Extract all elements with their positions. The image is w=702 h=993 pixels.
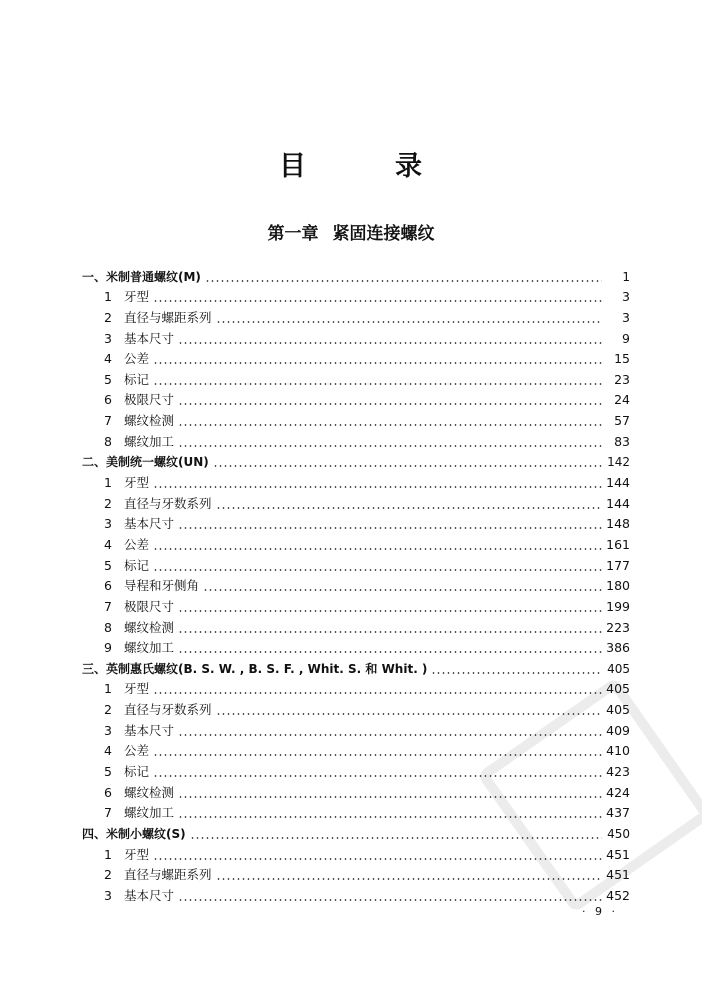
toc-leader-dots [178,631,602,633]
toc-item-row[interactable] [82,285,630,306]
toc-leader-dots [216,321,602,323]
toc-item-row[interactable] [82,553,630,574]
toc-section-row[interactable] [82,656,630,677]
toc-leader-dots [216,878,602,880]
toc-page-number: 144 [606,495,630,511]
toc-page-number: 148 [606,516,630,532]
toc-leader-dots [153,300,602,302]
toc-item-label: 极限尺寸 [124,598,175,614]
toc-leader-dots [178,796,602,798]
toc-leader-dots [178,899,602,901]
toc-item-label: 标记 [124,371,150,387]
toc-leader-dots [178,651,602,653]
toc-page-number: 405 [606,681,630,697]
toc-page-number: 451 [606,846,630,862]
toc-section-row[interactable] [82,821,630,842]
toc-item-number: 3 [104,887,112,903]
toc-section-label: 二、美制统一螺纹(UN) [82,455,209,470]
chapter-title [0,219,702,244]
toc-leader-dots [178,424,602,426]
toc-item-row[interactable] [82,615,630,636]
toc-item-number: 5 [104,764,112,780]
toc-page-number: 177 [606,557,630,573]
toc-item-number: 1 [104,681,112,697]
toc-leader-dots [153,858,602,860]
toc-leader-dots [205,280,602,282]
toc-page-number: 424 [606,784,630,800]
toc-item-label: 螺纹加工 [124,640,175,656]
toc-item-number: 3 [104,516,112,532]
toc-item-row[interactable] [82,574,630,595]
toc-item-row[interactable] [82,512,630,533]
toc-leader-dots [213,465,602,467]
toc-page-number: 223 [606,619,630,635]
toc-page-number: 1 [622,269,630,284]
toc-item-row[interactable] [82,677,630,698]
toc-item-label: 公差 [124,743,150,759]
toc-item-label: 螺纹加工 [124,805,175,821]
toc-item-row[interactable] [82,842,630,863]
toc-item-number: 2 [104,702,112,718]
toc-item-row[interactable] [82,759,630,780]
toc-page-number: 450 [607,826,630,841]
toc-item-row[interactable] [82,326,630,347]
toc-section-label: 三、英制惠氏螺纹(B. S. W. , B. S. F. , Whit. S. 和 Whit. ) [82,661,428,676]
toc-item-number: 6 [104,784,112,800]
toc-item-number: 6 [104,392,112,408]
toc-page-number: 405 [607,661,630,676]
toc-leader-dots [153,548,602,550]
toc-item-number: 3 [104,330,112,346]
toc-item-label: 公差 [124,536,150,552]
toc-page-number: 410 [606,743,630,759]
toc-leader-dots [216,507,602,509]
toc-page-number: 83 [614,433,630,449]
toc-item-row[interactable] [82,367,630,388]
toc-item-row[interactable] [82,408,630,429]
toc-leader-dots [153,569,602,571]
toc-item-label: 牙型 [124,681,150,697]
toc-item-number: 2 [104,867,112,883]
toc-item-label: 螺纹检测 [124,413,175,429]
toc-item-label: 基本尺寸 [124,330,175,346]
toc-item-row[interactable] [82,636,630,657]
toc-item-label: 螺纹检测 [124,619,175,635]
toc-leader-dots [178,610,602,612]
toc-item-row[interactable] [82,718,630,739]
chapter-number: 第一章 [267,224,319,244]
toc-item-label: 螺纹检测 [124,784,175,800]
toc-section-row[interactable] [82,264,630,285]
title-char-2: 录 [395,151,423,182]
toc-leader-dots [153,383,602,385]
toc-item-number: 8 [104,433,112,449]
toc-item-label: 牙型 [124,475,150,491]
toc-section-label: 一、米制普通螺纹(M) [82,269,201,284]
toc-item-label: 基本尺寸 [124,516,175,532]
toc-item-row[interactable] [82,305,630,326]
toc-page-number: 437 [606,805,630,821]
toc-item-number: 1 [104,475,112,491]
toc-section-row[interactable] [82,450,630,471]
toc-item-number: 2 [104,495,112,511]
toc-item-row[interactable] [82,470,630,491]
toc-page-number: 405 [606,702,630,718]
toc-item-number: 9 [104,640,112,656]
footer-page-number: · 9 · [582,905,618,918]
toc-leader-dots [153,775,602,777]
toc-item-number: 7 [104,805,112,821]
toc-item-number: 4 [104,743,112,759]
toc-page-number: 409 [606,722,630,738]
toc-item-row[interactable] [82,491,630,512]
toc-item-number: 7 [104,598,112,614]
toc-item-number: 5 [104,371,112,387]
toc-item-label: 标记 [124,764,150,780]
toc-item-row[interactable] [82,697,630,718]
toc-leader-dots [153,692,602,694]
toc-item-label: 牙型 [124,289,150,305]
toc-item-label: 直径与螺距系列 [124,867,212,883]
toc-item-label: 牙型 [124,846,150,862]
toc-item-row[interactable] [82,594,630,615]
toc-page-number: 3 [622,309,630,325]
toc-item-row[interactable] [82,739,630,760]
toc-item-number: 4 [104,351,112,367]
toc-item-number: 2 [104,309,112,325]
toc-item-row[interactable] [82,532,630,553]
toc-item-number: 7 [104,413,112,429]
toc-item-label: 极限尺寸 [124,392,175,408]
toc-page-number: 15 [614,351,630,367]
toc-page-number: 451 [606,867,630,883]
toc-item-label: 公差 [124,351,150,367]
toc-leader-dots [153,486,602,488]
toc-item-label: 直径与螺距系列 [124,309,212,325]
toc-leader-dots [178,445,602,447]
toc-item-number: 4 [104,536,112,552]
toc-item-label: 直径与牙数系列 [124,495,212,511]
chapter-name: 紧固连接螺纹 [332,224,435,244]
toc-leader-dots [178,816,602,818]
toc-item-row[interactable] [82,883,630,904]
toc-item-label: 直径与牙数系列 [124,702,212,718]
toc-item-row[interactable] [82,388,630,409]
toc-leader-dots [178,527,602,529]
toc-page-number: 452 [606,887,630,903]
toc-item-row[interactable] [82,801,630,822]
toc-page-number: 9 [622,330,630,346]
toc-page-number: 199 [606,598,630,614]
toc-leader-dots [431,672,602,674]
toc-leader-dots [178,403,602,405]
toc-item-label: 螺纹加工 [124,433,175,449]
title-char-1: 目 [279,151,307,182]
toc-leader-dots [153,362,602,364]
toc-page-number: 57 [614,413,630,429]
toc-item-label: 基本尺寸 [124,722,175,738]
toc-item-label: 基本尺寸 [124,887,175,903]
toc-page-number: 180 [606,578,630,594]
toc-page-number: 386 [606,640,630,656]
toc-page-number: 3 [622,289,630,305]
page-title [0,144,702,183]
toc-item-number: 6 [104,578,112,594]
toc-item-number: 1 [104,846,112,862]
toc-page-number: 161 [606,536,630,552]
toc-section-label: 四、米制小螺纹(S) [82,826,186,841]
toc-page-number: 23 [614,371,630,387]
toc-item-label: 导程和牙侧角 [124,578,200,594]
toc-leader-dots [216,713,602,715]
toc-item-row[interactable] [82,347,630,368]
toc-leader-dots [178,342,602,344]
toc-page-number: 423 [606,764,630,780]
toc-page-number: 142 [607,455,630,470]
toc-item-row[interactable] [82,780,630,801]
toc-leader-dots [178,734,602,736]
toc-item-row[interactable] [82,863,630,884]
table-of-contents [82,264,630,904]
toc-leader-dots [203,589,602,591]
toc-item-label: 标记 [124,557,150,573]
toc-item-number: 1 [104,289,112,305]
toc-item-row[interactable] [82,429,630,450]
toc-leader-dots [190,837,602,839]
toc-item-number: 3 [104,722,112,738]
toc-item-number: 8 [104,619,112,635]
toc-item-number: 5 [104,557,112,573]
toc-page-number: 144 [606,475,630,491]
toc-page-number: 24 [614,392,630,408]
toc-leader-dots [153,754,602,756]
